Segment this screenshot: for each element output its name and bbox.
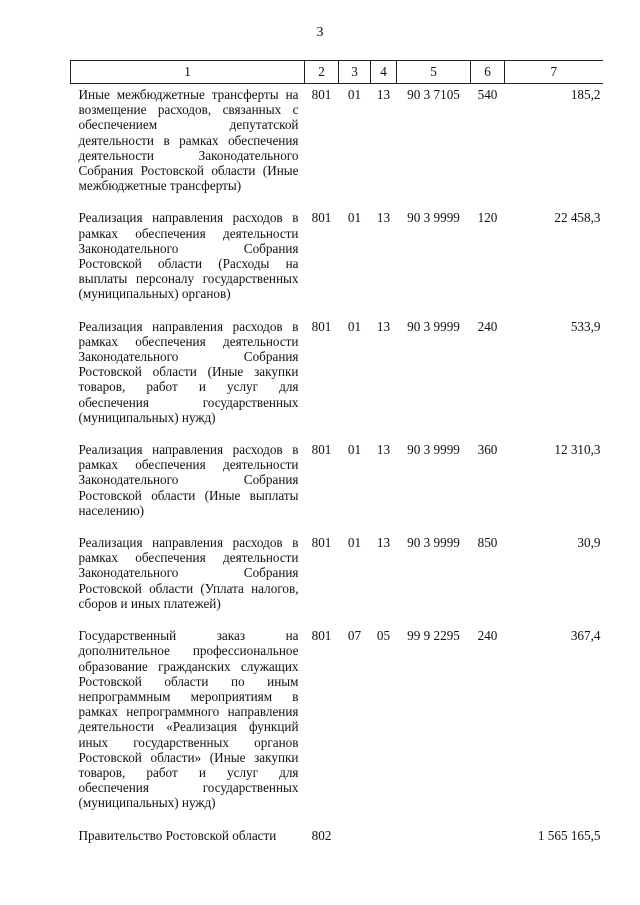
row-ministry-code: 801 [311,442,332,458]
row-subsection: 13 [376,210,391,226]
row-target-article: 90 3 7105 [407,87,460,102]
row-section [339,825,371,857]
header-col-1: 1 [71,61,305,84]
row-subsection: 13 [376,442,391,458]
row-section: 01 [347,210,362,226]
row-section: 01 [347,87,362,102]
header-col-5: 5 [397,61,471,84]
row-expense-type: 240 [477,318,498,334]
row-target-article: 90 3 9999 [407,318,460,334]
row-expense-type: 360 [477,442,498,458]
row-subsection [371,825,397,857]
row-amount: 185,2 [570,87,601,102]
row-name: Государственный заказ на дополнительное профессиональное образование гражданских служащих Ростовской области по иным непрограммным мероприятиям в рамках непрограммного направления деятельности «Реализация функций иных государственных органов Ростовской области» (Иные закупки товаров, работ и услуг для обеспечения государственных (муниципальных) нужд) [78,628,299,811]
row-amount: 12 310,3 [554,442,601,458]
table-row [71,825,603,857]
row-section: 07 [347,628,362,644]
table-row [71,532,603,625]
row-ministry-code: 801 [311,535,332,551]
row-expense-type: 850 [477,535,498,551]
row-ministry-code: 801 [311,87,332,102]
table-row [71,439,603,532]
row-subsection: 05 [376,628,391,644]
row-ministry-code: 801 [311,318,332,334]
row-ministry-code: 801 [311,628,332,644]
header-col-3: 3 [339,61,371,84]
row-target-article: 90 3 9999 [407,535,460,551]
header-col-4: 4 [371,61,397,84]
row-amount: 30,9 [577,535,601,551]
table-row [71,207,603,315]
table-row [71,84,603,208]
row-amount: 1 565 165,5 [537,827,601,843]
row-amount: 533,9 [570,318,601,334]
row-expense-type: 240 [477,628,498,644]
row-amount: 22 458,3 [554,210,601,226]
row-name: Иные межбюджетные трансферты на возмещение расходов, связанных с обеспечением депутатской деятельности в рамках обеспечения деятельности Законодательного Собрания Ростовской области (Иные межбюджетные трансферты) [78,87,299,194]
row-expense-type [471,825,505,857]
row-target-article: 90 3 9999 [407,210,460,226]
row-target-article [397,825,471,857]
page-number: 3 [316,25,324,40]
row-name: Правительство Ростовской области [78,827,277,843]
row-target-article: 99 9 2295 [407,628,460,644]
row-name: Реализация направления расходов в рамках обеспечения деятельности Законодательного Собрания Ростовской области (Иные закупки товаров, работ и услуг для обеспечения государственных (муниципальных) нужд) [78,318,299,425]
row-target-article: 90 3 9999 [407,442,460,458]
row-section: 01 [347,535,362,551]
row-ministry-code: 801 [311,210,332,226]
row-name: Реализация направления расходов в рамках обеспечения деятельности Законодательного Собрания Ростовской области (Расходы на выплаты персоналу государственных (муниципальных) органов) [78,210,299,302]
row-amount: 367,4 [570,628,601,644]
row-ministry-code: 802 [311,827,332,843]
header-col-2: 2 [305,61,339,84]
row-expense-type: 120 [477,210,498,226]
header-col-6: 6 [471,61,505,84]
table-row [71,316,603,439]
row-name: Реализация направления расходов в рамках обеспечения деятельности Законодательного Собрания Ростовской области (Иные выплаты населению) [78,442,299,518]
row-subsection: 13 [376,535,391,551]
header-col-7: 7 [505,61,603,84]
table-row [71,625,603,824]
table-header-row [71,61,603,84]
row-expense-type: 540 [477,87,498,102]
row-name: Реализация направления расходов в рамках обеспечения деятельности Законодательного Собрания Ростовской области (Уплата налогов, сборов и иных платежей) [78,535,299,611]
row-subsection: 13 [376,87,391,102]
row-section: 01 [347,318,362,334]
budget-table [70,60,603,857]
row-section: 01 [347,442,362,458]
row-subsection: 13 [376,318,391,334]
